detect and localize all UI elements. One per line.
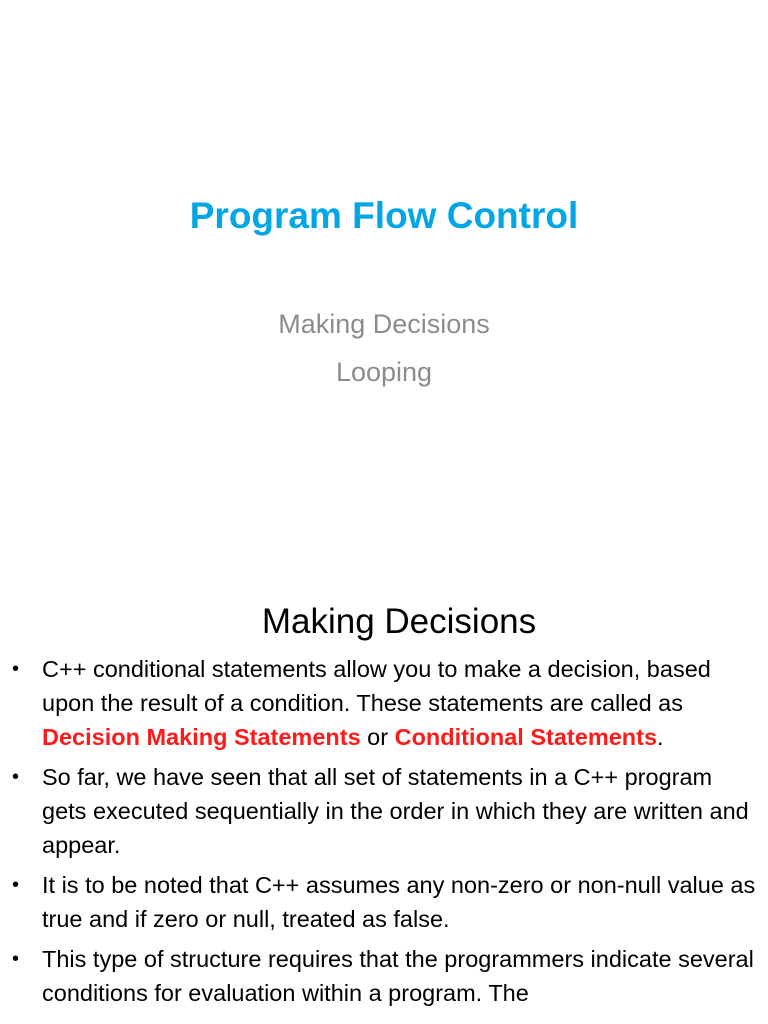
bullet-item	[0, 942, 768, 1010]
content-slide	[0, 576, 768, 1024]
bullet-dot-icon: •	[12, 948, 20, 970]
highlight-conditional-statements: Conditional Statements	[394, 724, 658, 750]
bullet-item	[0, 760, 768, 862]
bullet-text: C++ conditional statements allow you to make a decision, based upon the result of a condition. These statements are called as	[42, 656, 711, 716]
bullet-text: .	[657, 724, 664, 750]
bullet-dot-icon: •	[12, 766, 20, 788]
highlight-decision-making-statements: Decision Making Statements	[42, 724, 361, 750]
bullet-text: or	[360, 724, 395, 750]
bullet-item	[0, 652, 768, 754]
bullet-dot-icon: •	[12, 874, 20, 896]
subtitle-line-making-decisions: Making Decisions	[278, 309, 490, 339]
bullet-text: So far, we have seen that all set of statements in a C++ program gets executed sequentially in the order in which they are written and appear.	[42, 764, 749, 858]
slide-subtitle	[0, 300, 768, 396]
slide-title: Program Flow Control	[189, 195, 579, 236]
bullet-text: It is to be noted that C++ assumes any non-zero or non-null value as true and if zero or null, treated as false.	[42, 872, 756, 932]
bullet-item	[0, 868, 768, 936]
content-slide-title: Making Decisions	[261, 602, 537, 641]
subtitle-line-looping: Looping	[335, 357, 433, 387]
bullet-text: This type of structure requires that the programmers indicate several conditions for evaluation within a program. The	[42, 946, 754, 1006]
bullet-list	[0, 652, 768, 1016]
bullet-dot-icon: •	[12, 658, 20, 680]
